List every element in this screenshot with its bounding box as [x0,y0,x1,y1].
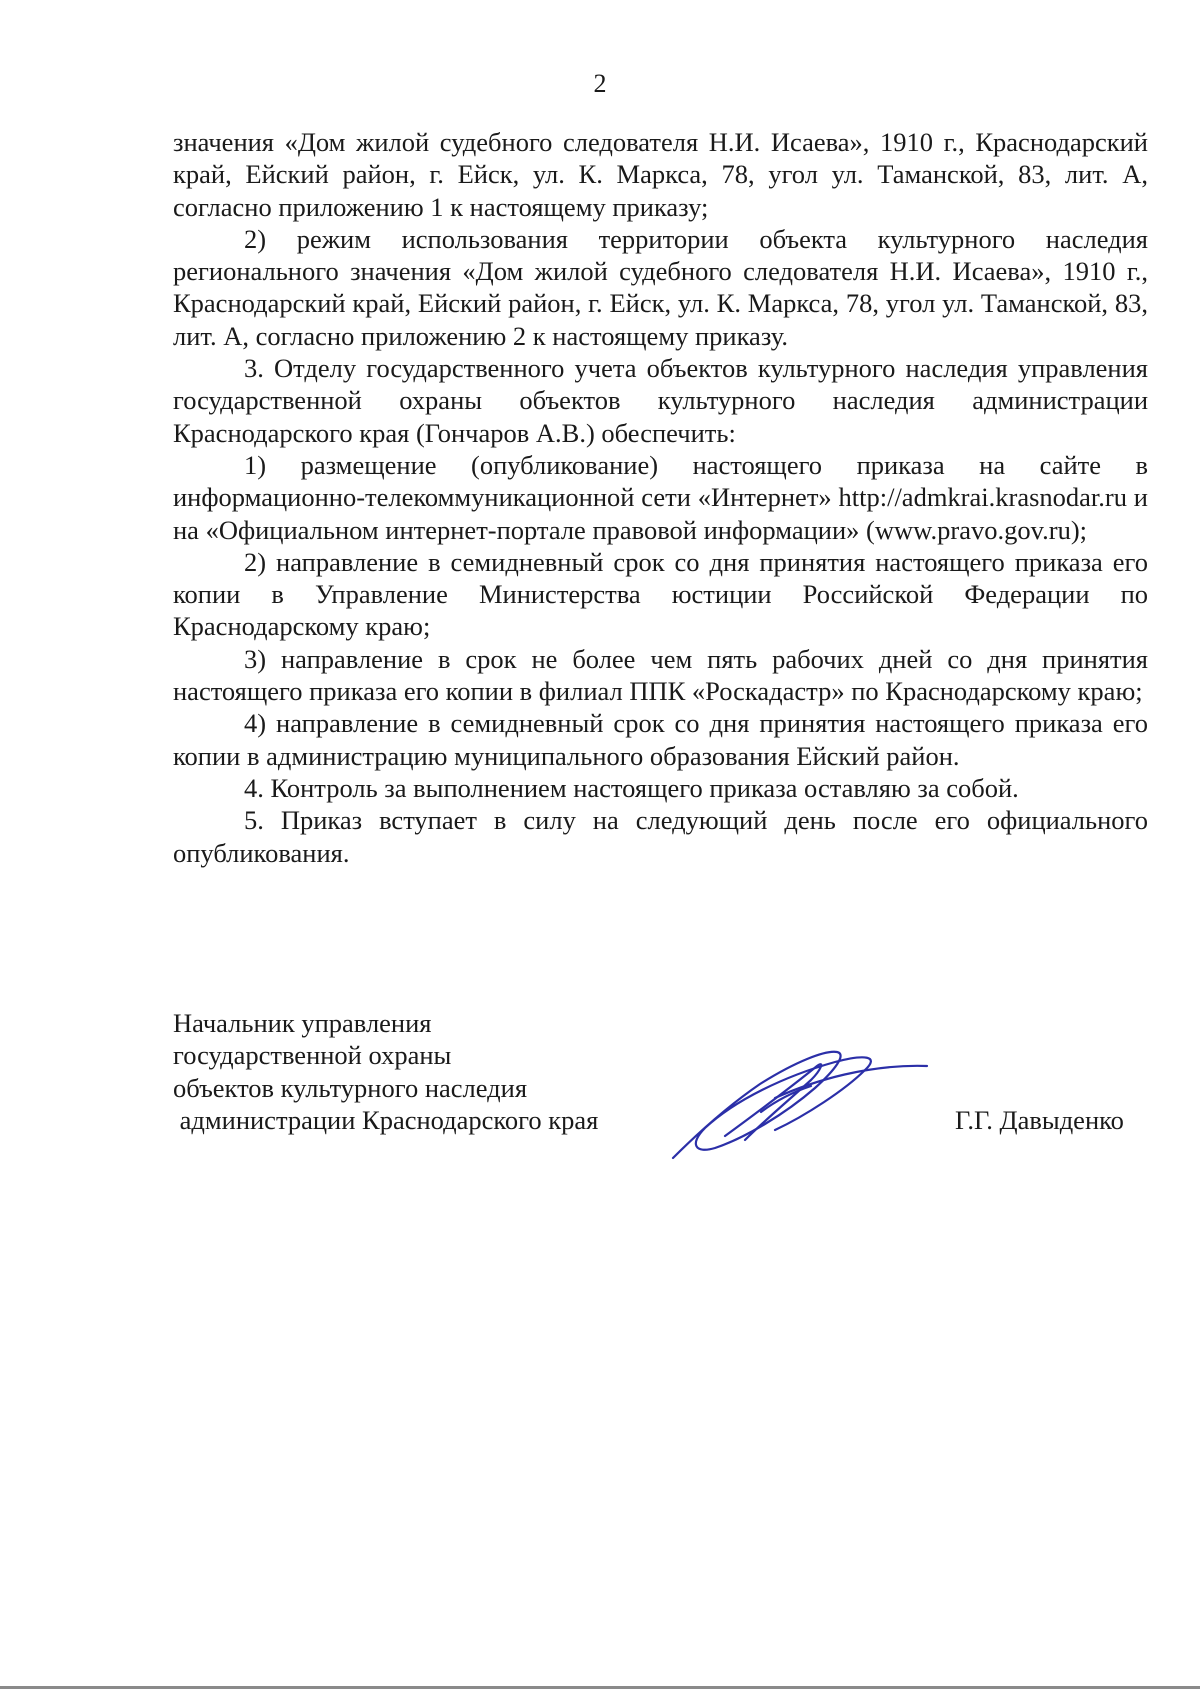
paragraph-subitem-1-publication: 1) размещение (опубликование) настоящего приказа на сайте в информационно-телекоммуникационной сети «Интернет» http://admkrai.krasnodar.ru и на «Официальном интернет-портале правовой информации» (www.pravo.gov.ru); [173,449,1148,545]
paragraph-item-4-control: 4. Контроль за выполнением настоящего приказа оставляю за собой. [244,772,1019,803]
paragraph-continued: значения «Дом жилой судебного следователя Н.И. Исаева», 1910 г., Краснодарский край, Ейский район, г. Ейск, ул. К. Маркса, 78, угол ул. Таманской, 83, лит. А, согласно приложению 1 к настоящему приказу; [173,127,1148,222]
paragraph-item-3-department: 3. Отделу государственного учета объектов культурного наследия управления государственной охраны объектов культурного наследия администрации Краснодарского края (Гончаров А.В.) обеспечить: [173,353,1148,448]
document-body [173,126,1148,869]
paragraph-subitem-2-ministry: 2) направление в семидневный срок со дня принятия настоящего приказа его копии в Управление Министерства юстиции Российской Федерации по Краснодарскому краю; [173,546,1148,642]
signatory-title-line: объектов культурного наследия [173,1072,528,1103]
signatory-title-line: государственной охраны [173,1040,452,1071]
paragraph-subitem-4-municipality: 4) направление в семидневный срок со дня принятия настоящего приказа его копии в администрацию муниципального образования Ейский район. [173,708,1148,771]
handwritten-signature [665,1040,945,1170]
paragraph-subitem-3-roskadastr: 3) направление в срок не более чем пять рабочих дней со дня принятия настоящего приказа его копии в филиал ППК «Роскадастр» по Краснодарскому краю; [173,643,1148,707]
paragraph-item-2-regime: 2) режим использования территории объекта культурного наследия регионального значения «Дом жилой судебного следователя Н.И. Исаева», 1910 г., Краснодарский край, Ейский район, г. Ейск, ул. К. Маркса, 78, угол ул. Таманской, 83, лит. А, согласно приложению 2 к настоящему приказу. [173,223,1148,351]
paragraph-item-5-effective: 5. Приказ вступает в силу на следующий день после его официального опубликования. [173,805,1148,868]
signer-name: Г.Г. Давыденко [955,1105,1124,1135]
signatory-title-line: администрации Краснодарского края [173,1104,599,1135]
page-bottom-edge [0,1686,1200,1689]
signatory-title [173,1007,598,1136]
page-number: 2 [593,69,607,98]
signatory-title-line: Начальник управления [173,1008,432,1038]
